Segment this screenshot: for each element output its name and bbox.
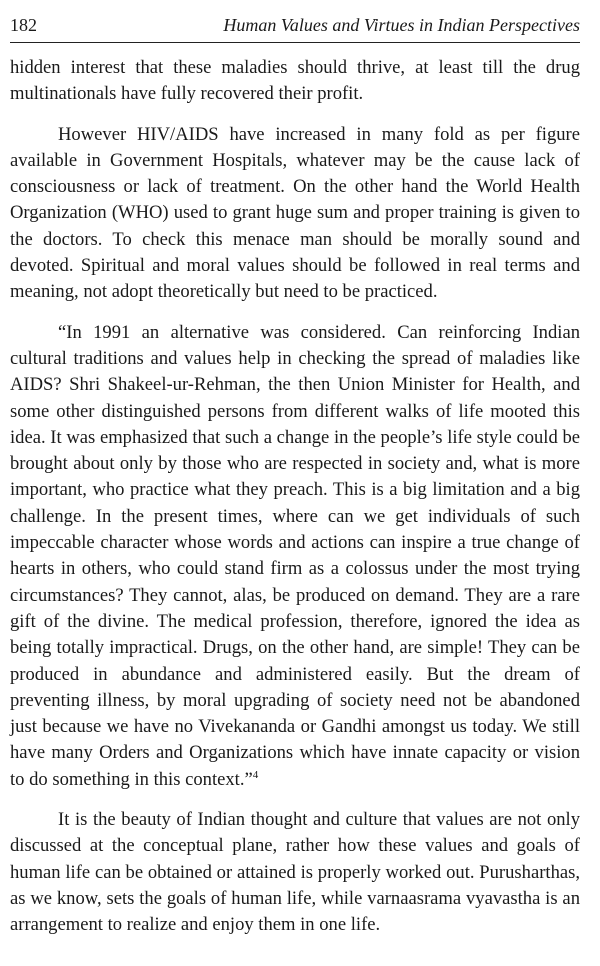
paragraph-hiv-aids [10, 122, 580, 306]
paragraph-quotation [10, 320, 580, 793]
paragraph-text: “In 1991 an alternative was considered. Can reinforcing Indian cultural traditions and values help in checking the spread of maladies like AIDS? Shri Shakeel-ur-Rehman, the then Union Minister for Health, and some other distinguished persons from different walks of life mooted this idea. It was emphasized that such a change in the people’s life style could be brought about only by those who are respected in society and, what is more important, who practice what they preach. This is a big limitation and a big challenge. In the present times, where can we get individuals of such impeccable character whose words and actions can inspire a true change of hearts in others, who could stand firm as a colossus under the most trying circumstances? They cannot, alas, be produced on demand. They are a rare gift of the divine. The medical profession, therefore, ignored the idea as being totally impractical. Drugs, on the other hand, are simple! They can be produced in abundance and administered easily. But the dream of preventing illness, by moral upgrading of society need not be abandoned just because we have no Vivekananda or Gandhi amongst us today. We still have many Orders and Organizations which have innate capacity or vision to do something in this context.” [10, 321, 580, 790]
paragraph-continuation [10, 55, 580, 108]
running-head [10, 12, 580, 38]
paragraph-text: However HIV/AIDS have increased in many fold as per figure available in Government Hospitals, whatever may be the cause lack of consciousness or lack of treatment. On the other hand the World Health Organization (WHO) used to grant huge sum and proper training is given to the doctors. To check this menace man should be morally sound and devoted. Spiritual and moral values should be followed in real terms and meaning, not adopt theoretically but need to be practiced. [10, 123, 580, 303]
paragraph-text: It is the beauty of Indian thought and culture that values are not only discussed at the conceptual plane, rather how these values and goals of human life can be obtained or attained is properly worked out. Purusharthas, as we know, sets the goals of human life, while varnaasrama vyavastha is an arrangement to realize and enjoy them in one life. [10, 809, 580, 936]
body-text [10, 55, 580, 939]
header-divider [10, 42, 580, 43]
book-title: Human Values and Virtues in Indian Perspectives [223, 15, 580, 35]
footnote-reference[interactable]: 4 [252, 768, 259, 781]
page-number: 182 [10, 15, 37, 35]
paragraph-indian-thought [10, 807, 580, 938]
paragraph-text: hidden interest that these maladies should thrive, at least till the drug multinationals have fully recovered their profit. [10, 57, 580, 105]
